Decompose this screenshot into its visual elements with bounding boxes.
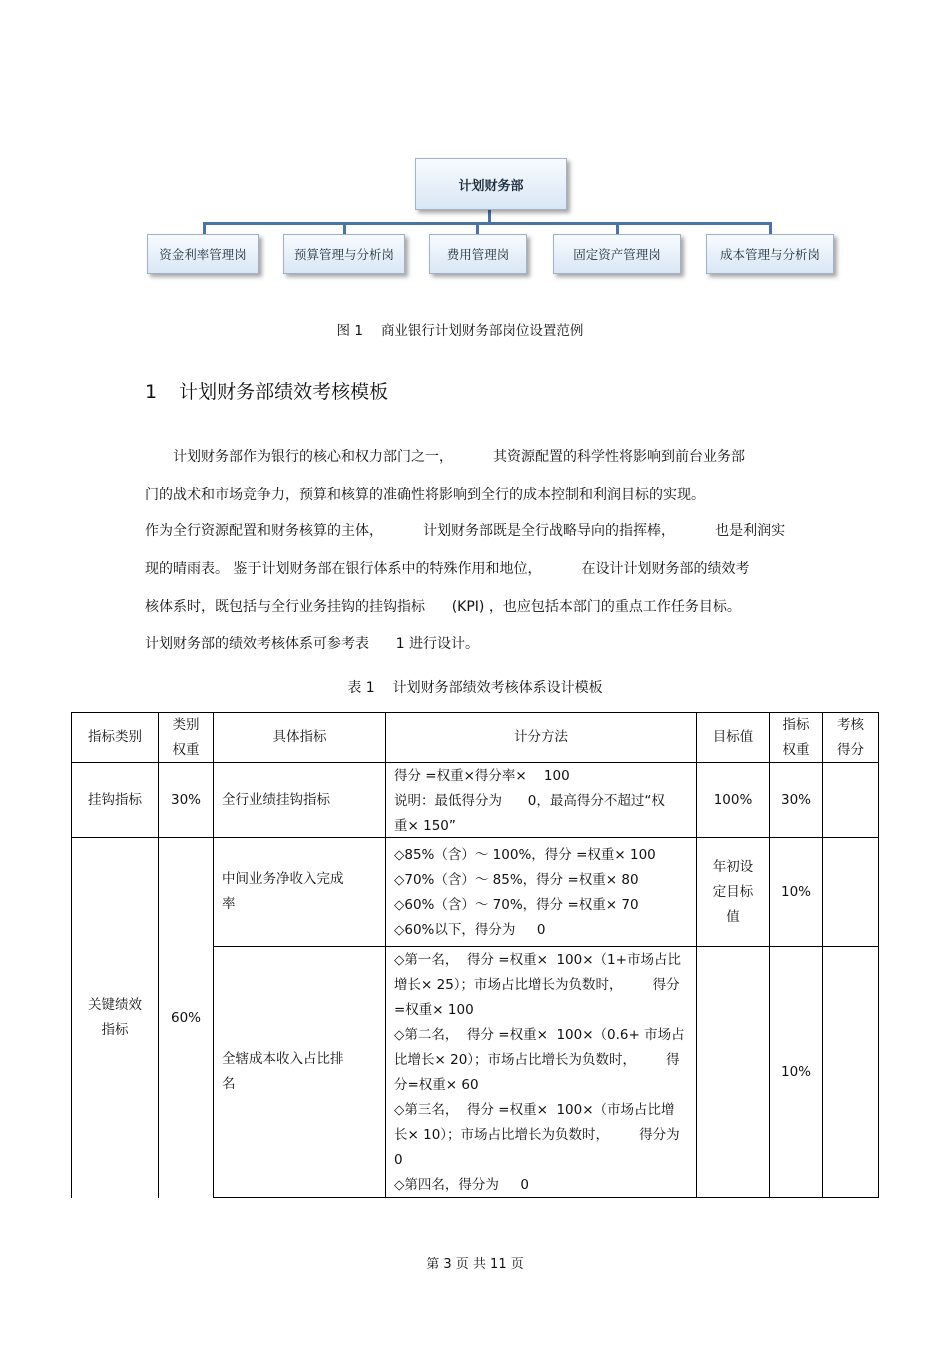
header-score bbox=[823, 713, 878, 762]
header-indicator-weight-line: 权重 bbox=[782, 741, 810, 758]
row2a-score bbox=[823, 838, 878, 946]
row1-score bbox=[823, 763, 878, 837]
method-line: ◇60%以下，得分为 0 bbox=[394, 922, 546, 938]
org-connector bbox=[203, 222, 772, 225]
group2-category-line: 指标 bbox=[101, 1022, 129, 1038]
org-child-box: 成本管理与分析岗 bbox=[706, 234, 834, 274]
figure-caption bbox=[0, 319, 920, 339]
org-connector bbox=[203, 222, 206, 234]
section-number: 1 bbox=[145, 381, 158, 403]
row2a-method bbox=[386, 838, 696, 946]
table-number: 表 1 bbox=[347, 680, 375, 696]
group2-category-weight: 60% bbox=[170, 1009, 201, 1026]
method-line: ◇第三名， 得分 =权重× 100×（市场占比增 bbox=[394, 1102, 675, 1118]
org-connector bbox=[769, 222, 772, 234]
figure-number: 图 1 bbox=[336, 323, 363, 339]
paragraph-line: 计划财务部的绩效考核体系可参考表 1 进行设计。 bbox=[145, 636, 480, 652]
header-indicator-weight bbox=[770, 713, 822, 762]
row1-indicator-weight: 30% bbox=[780, 791, 811, 808]
method-line: 长× 10）；市场占比增长为负数时， 得分为 bbox=[394, 1127, 680, 1143]
method-line: 0 bbox=[394, 1152, 403, 1168]
indicator-line: 全辖成本收入占比排 bbox=[222, 1051, 344, 1067]
row2b-score bbox=[823, 947, 878, 1197]
row2b-indicator-weight: 10% bbox=[780, 1063, 811, 1080]
method-line: ◇第二名， 得分 =权重× 100×（0.6+ 市场占 bbox=[394, 1027, 685, 1043]
target-line: 值 bbox=[726, 908, 740, 925]
method-line: 得分 =权重×得分率× 100 bbox=[394, 767, 570, 784]
org-chart bbox=[0, 0, 950, 300]
method-line: =权重× 100 bbox=[394, 1002, 474, 1018]
row2a-target bbox=[697, 838, 769, 946]
method-line: ◇70%（含）～ 85%，得分 =权重× 80 bbox=[394, 872, 639, 888]
header-method: 计分方法 bbox=[514, 729, 568, 745]
method-line: ◇第四名，得分为 0 bbox=[394, 1177, 529, 1193]
header-category: 指标类别 bbox=[88, 729, 142, 745]
figure-caption-text: 商业银行计划财务部岗位设置范例 bbox=[380, 323, 584, 339]
method-line: 增长× 25）；市场占比增长为负数时， 得分 bbox=[394, 977, 680, 993]
header-category-weight-line: 类别 bbox=[172, 716, 200, 733]
table-caption bbox=[0, 677, 950, 697]
org-connector bbox=[343, 222, 346, 234]
org-child-box: 固定资产管理岗 bbox=[553, 234, 681, 274]
page-footer: 第 3 页 共 11 页 bbox=[426, 1257, 524, 1272]
method-line: 分=权重× 60 bbox=[394, 1077, 479, 1093]
method-line: ◇60%（含）～ 70%，得分 =权重× 70 bbox=[394, 897, 639, 913]
header-score-line: 得分 bbox=[837, 741, 864, 758]
row2b-target bbox=[697, 947, 769, 1197]
method-line: 重× 150” bbox=[394, 817, 456, 834]
method-line: ◇85%（含）～ 100%，得分 =权重× 100 bbox=[394, 847, 656, 863]
paragraph-line: 核体系时，既包括与全行业务挂钩的挂钩指标 (KPI) ，也应包括本部门的重点工作任务目标。 bbox=[145, 599, 741, 615]
row1-target: 100% bbox=[713, 791, 753, 808]
org-child-box: 资金利率管理岗 bbox=[147, 234, 259, 274]
indicator-line: 率 bbox=[222, 896, 236, 912]
org-connector bbox=[476, 222, 479, 234]
header-target: 目标值 bbox=[712, 729, 754, 745]
header-category-weight-line: 权重 bbox=[172, 741, 200, 758]
paragraph-line: 作为全行资源配置和财务核算的主体， 计划财务部既是全行战略导向的指挥棒， 也是利润实 bbox=[145, 523, 786, 539]
group2-category-line: 关键绩效 bbox=[88, 997, 142, 1013]
paragraph-line: 计划财务部作为银行的核心和权力部门之一， 其资源配置的科学性将影响到前台业务部 bbox=[145, 449, 746, 465]
row1-category-weight: 30% bbox=[170, 791, 201, 808]
section-heading bbox=[145, 377, 388, 404]
row1-indicator: 全行业绩挂钩指标 bbox=[222, 791, 330, 808]
target-line: 年初设 bbox=[712, 858, 754, 875]
row2b-indicator bbox=[214, 947, 385, 1197]
method-line: 说明：最低得分为 0，最高得分不超过“权 bbox=[394, 792, 665, 809]
header-indicator: 具体指标 bbox=[272, 729, 327, 745]
header-score-line: 考核 bbox=[837, 716, 864, 733]
org-root-box: 计划财务部 bbox=[415, 158, 567, 210]
indicator-line: 名 bbox=[222, 1076, 236, 1092]
org-child-box: 预算管理与分析岗 bbox=[283, 234, 405, 274]
row1-category: 挂钩指标 bbox=[88, 791, 142, 808]
table-caption-text: 计划财务部绩效考核体系设计模板 bbox=[392, 680, 603, 696]
method-line: 比增长× 20）；市场占比增长为负数时， 得 bbox=[394, 1052, 680, 1068]
target-line: 定目标 bbox=[712, 883, 754, 900]
indicator-line: 中间业务净收入完成 bbox=[222, 871, 344, 887]
paragraph-line: 现的晴雨表。 鉴于计划财务部在银行体系中的特殊作用和地位， 在设计计划财务部的绩效考 bbox=[145, 561, 750, 577]
row1-method bbox=[386, 763, 696, 837]
header-category-weight bbox=[159, 713, 213, 762]
row2a-indicator bbox=[214, 838, 385, 946]
row2b-method bbox=[386, 947, 696, 1197]
method-line: ◇第一名， 得分 =权重× 100×（1+市场占比 bbox=[394, 952, 681, 968]
header-indicator-weight-line: 指标 bbox=[782, 716, 810, 733]
table-border bbox=[878, 712, 879, 1198]
org-child-box: 费用管理岗 bbox=[429, 234, 527, 274]
section-title: 计划财务部绩效考核模板 bbox=[179, 381, 389, 403]
org-connector bbox=[616, 222, 619, 234]
group2-category bbox=[72, 838, 158, 1198]
row2a-indicator-weight: 10% bbox=[780, 883, 811, 900]
paragraph-line: 门的战术和市场竞争力，预算和核算的准确性将影响到全行的成本控制和利润目标的实现。 bbox=[145, 487, 705, 503]
